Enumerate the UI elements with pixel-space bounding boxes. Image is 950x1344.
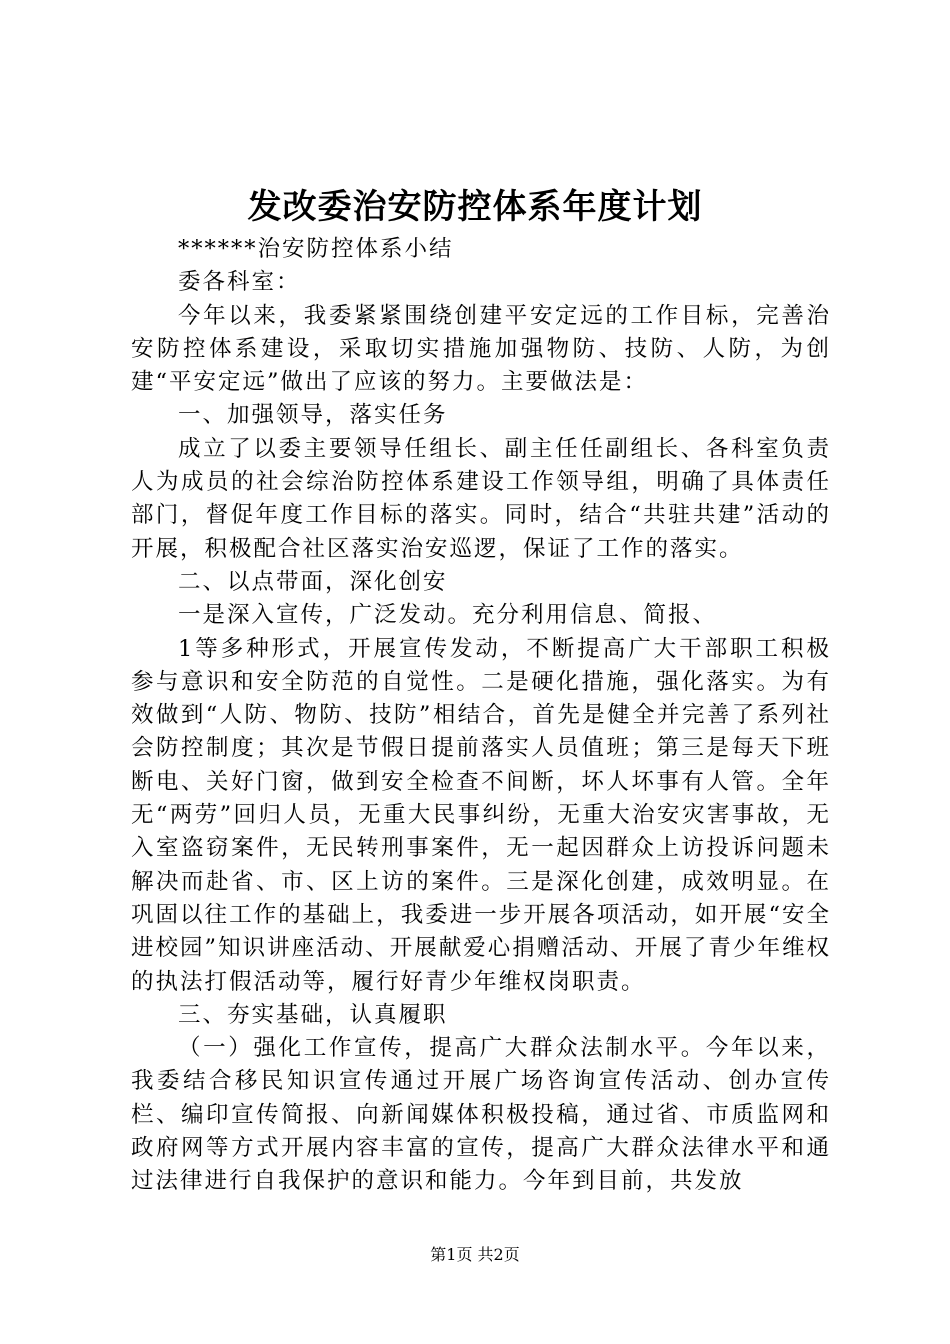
paragraph-6: 1等多种形式，开展宣传发动，不断提高广大干部职工积极参与意识和安全防范的自觉性。二是硬化措施，强化落实。为有效做到“人防、物防、技防”相结合，首先是健全并完善了系列社会防控制度；其次是节假日提前落实人员值班；第三是每天下班断电、关好门窗，做到安全检查不间断，坏人坏事有人管。全年无“两劳”回归人员，无重大民事纠纷，无重大治安灾害事故，无入室盗窃案件，无民转刑事案件，无一起因群众上访投诉问题未解决而赴省、市、区上访的案件。三是深化创建，成效明显。在巩固以往工作的基础上，我委进一步开展各项活动，如开展“安全进校园”知识讲座活动、开展献爱心捐赠活动、开展了青少年维权的执法打假活动等，履行好青少年维权岗职责。 xyxy=(131,635,831,995)
section-heading-1: 一、加强领导，落实任务 xyxy=(178,402,448,429)
paragraph-5: 一是深入宣传，广泛发动。充分利用信息、简报、 xyxy=(178,602,718,629)
section-heading-3: 三、夯实基础，认真履职 xyxy=(178,1001,448,1028)
paragraph-7: （一）强化工作宣传，提高广大群众法制水平。今年以来，我委结合移民知识宣传通过开展广场咨询宣传活动、创办宣传栏、编印宣传简报、向新闻媒体积极投稿，通过省、市质监网和政府网等方式开展内容丰富的宣传，提高广大群众法律水平和通过法律进行自我保护的意识和能力。今年到目前，共发放 xyxy=(131,1035,831,1195)
paragraph-2: 委各科室： xyxy=(178,269,301,296)
paragraph-4: 成立了以委主要领导任组长、副主任任副组长、各科室负责人为成员的社会综治防控体系建设工作领导组，明确了具体责任部门，督促年度工作目标的落实。同时，结合“共驻共建”活动的开展，积极配合社区落实治安巡逻，保证了工作的落实。 xyxy=(131,435,831,562)
paragraph-3: 今年以来，我委紧紧围绕创建平安定远的工作目标，完善治安防控体系建设，采取切实措施加强物防、技防、人防，为创建“平安定远”做出了应该的努力。主要做法是： xyxy=(131,302,831,396)
page-footer: 第1页 共2页 xyxy=(430,1245,520,1264)
paragraph-1: ******治安防控体系小结 xyxy=(178,236,454,262)
document-body xyxy=(131,233,831,1199)
section-heading-2: 二、以点带面，深化创安 xyxy=(178,568,448,595)
document-title: 发改委治安防控体系年度计划 xyxy=(247,187,703,227)
